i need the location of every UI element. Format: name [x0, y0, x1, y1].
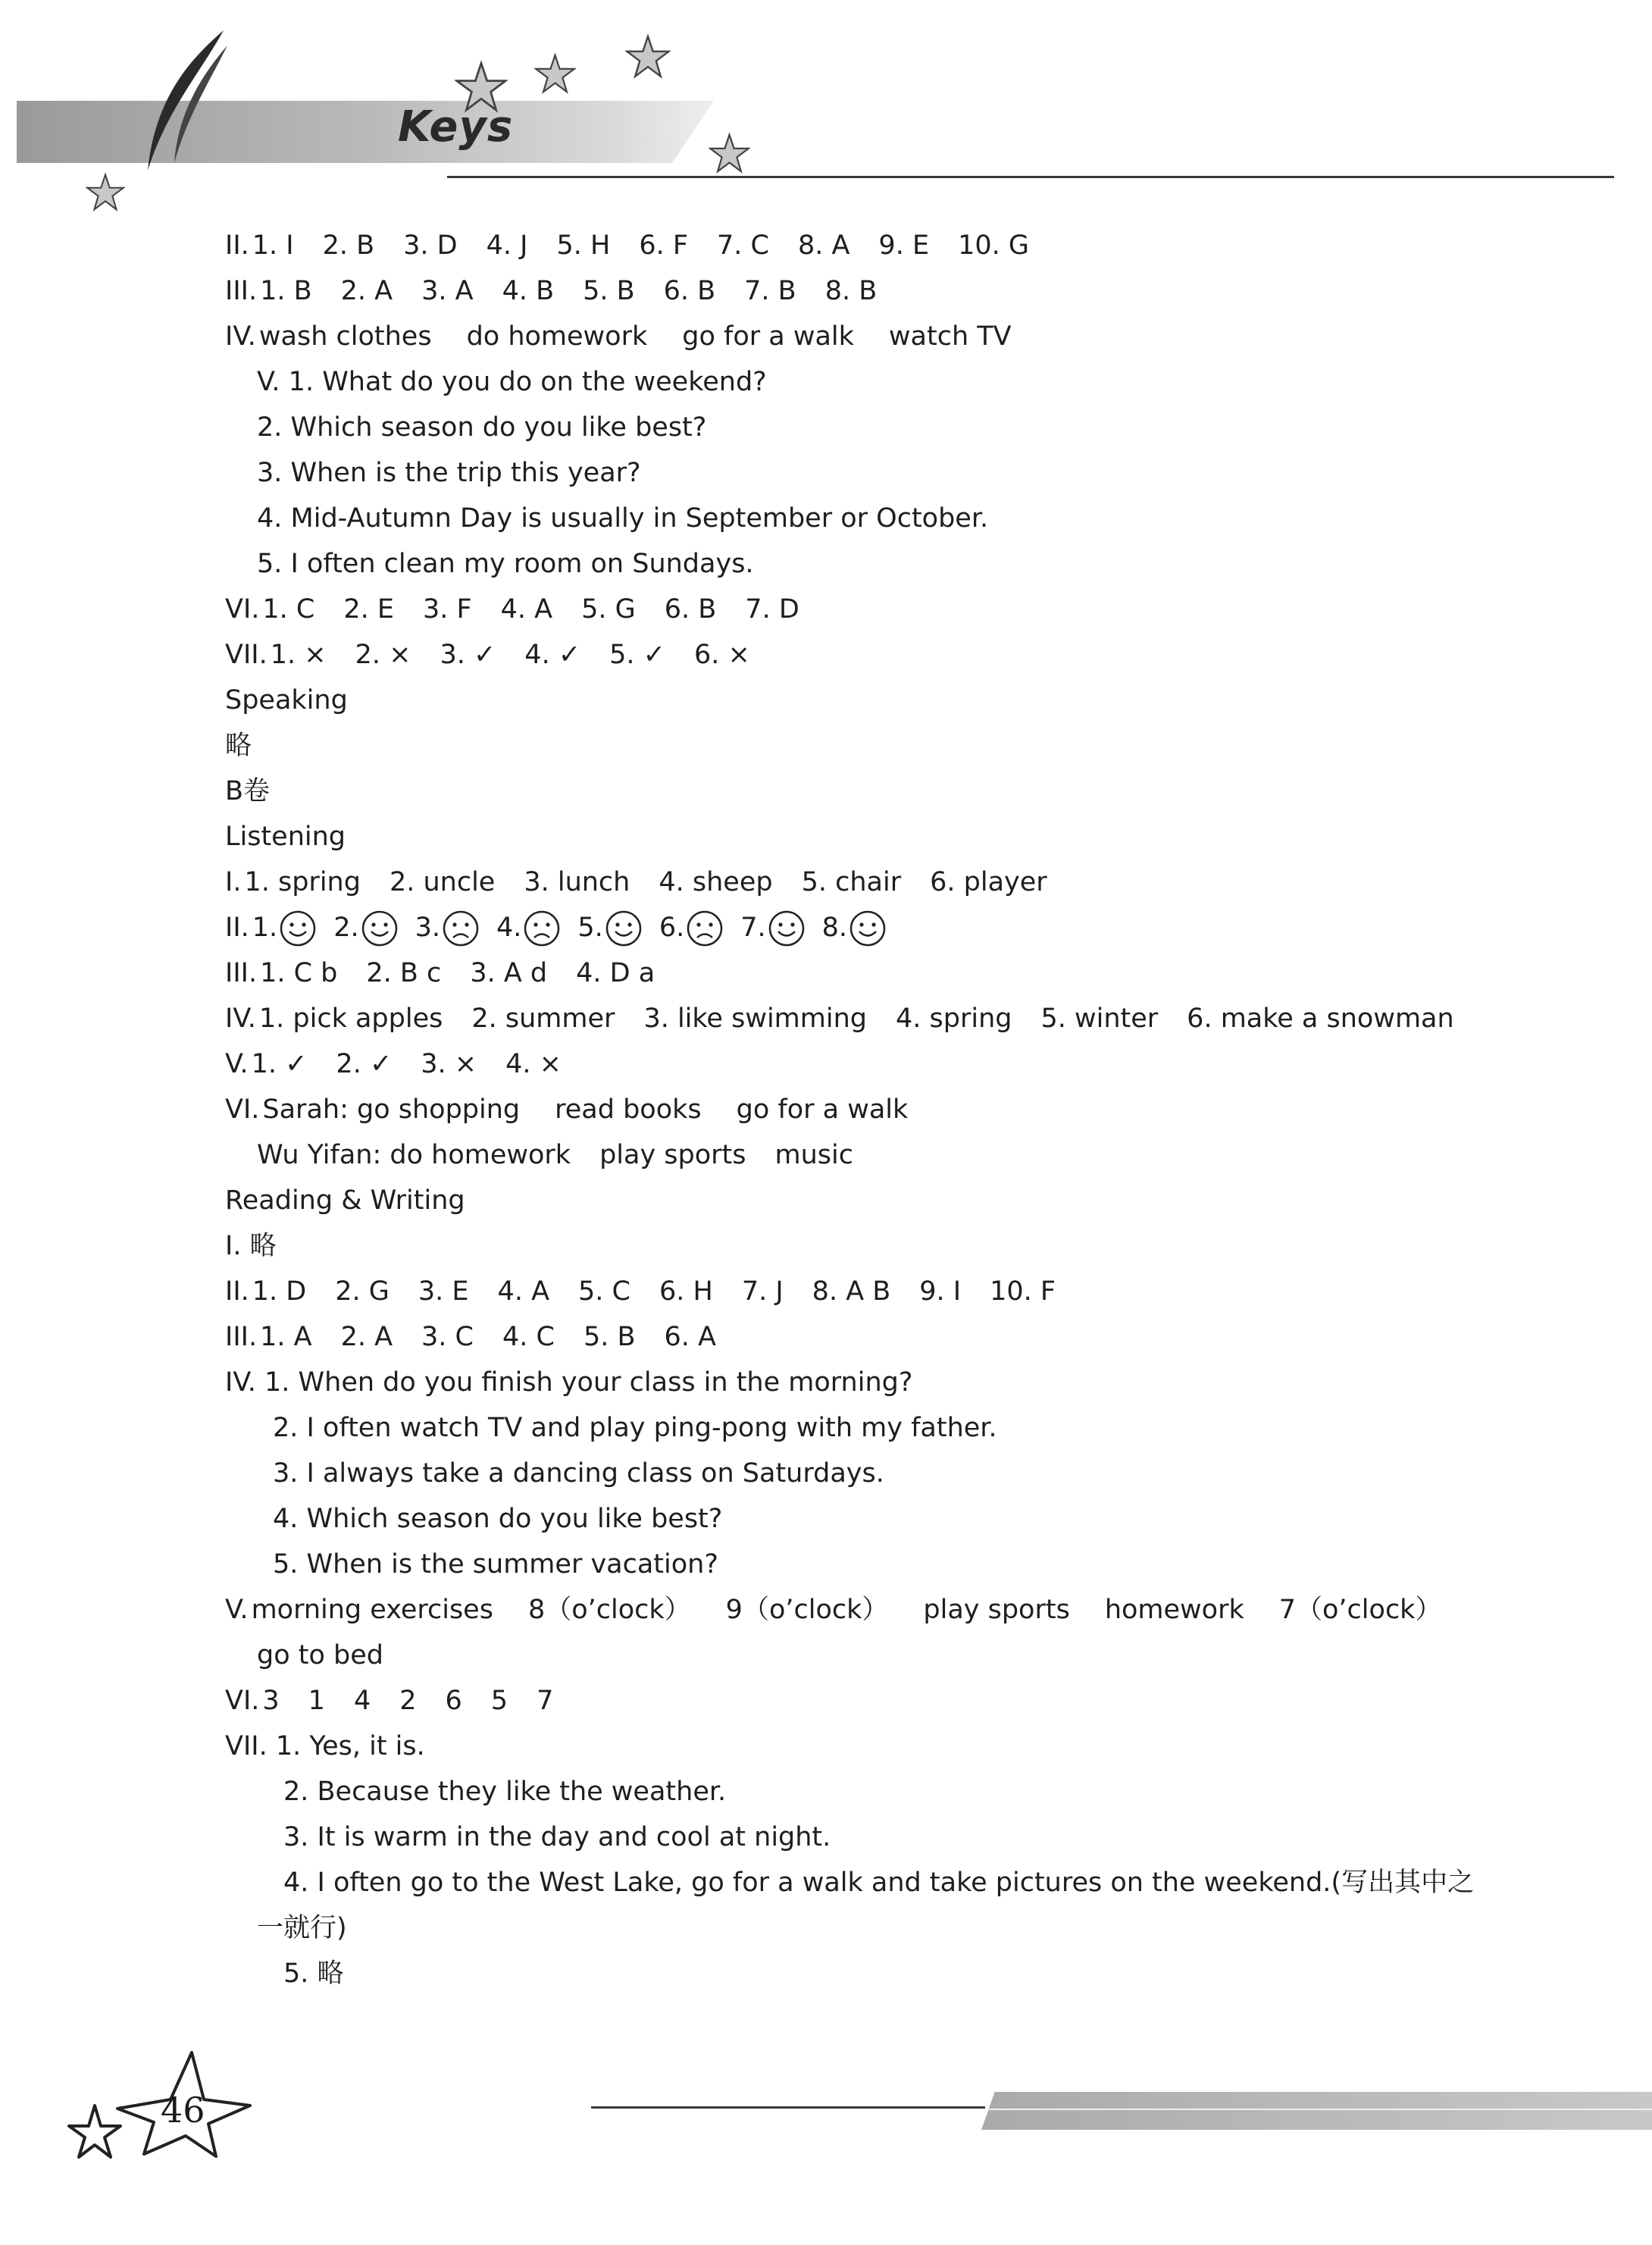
face-answer	[252, 913, 317, 943]
sad-face-icon	[523, 910, 561, 947]
answer-line	[225, 496, 1589, 541]
section-label: V.	[225, 1049, 249, 1079]
answer-line	[225, 541, 1589, 587]
answer-item: 9. I	[919, 1276, 962, 1307]
answer-item: 2. E	[343, 594, 394, 625]
answer-line	[225, 1633, 1589, 1678]
answer-item: 5. winter	[1040, 1004, 1159, 1034]
answer-item: 3. A d	[470, 958, 548, 988]
answer-item: 5. G	[581, 594, 636, 625]
answer-line	[225, 905, 1589, 950]
footer-rule	[591, 2106, 985, 2109]
answer-line	[225, 1451, 1589, 1496]
answer-text: IV. 1. When do you finish your class in the morning?	[225, 1367, 913, 1398]
answer-text: 4. Which season do you like best?	[273, 1504, 723, 1534]
answer-item: 3. ✓	[440, 640, 496, 670]
answer-item: 5	[490, 1686, 508, 1716]
answer-line	[225, 769, 1589, 814]
smiley-face-icon	[605, 910, 643, 947]
answer-item: read books	[555, 1094, 702, 1125]
answer-line	[225, 1951, 1589, 1996]
answer-item: play sports	[923, 1595, 1070, 1625]
answer-item: 2. G	[335, 1276, 390, 1307]
section-label: VI.	[225, 1094, 260, 1125]
answer-line	[225, 1587, 1589, 1633]
section-label: IV.	[225, 321, 256, 352]
answer-line	[225, 814, 1589, 859]
answer-item: 1. D	[252, 1276, 307, 1307]
answer-item: music	[774, 1140, 854, 1170]
face-answer	[577, 913, 642, 943]
answer-item: homework	[1104, 1595, 1244, 1625]
smiley-face-icon	[849, 910, 887, 947]
answer-item: 8（o’clock）	[527, 1595, 691, 1625]
answer-item: 7. B	[744, 276, 796, 306]
answer-line	[225, 678, 1589, 723]
face-answer-number: 7.	[740, 913, 766, 943]
answer-text: Reading & Writing	[225, 1185, 465, 1216]
answer-text: 2. I often watch TV and play ping-pong with my father.	[273, 1413, 997, 1443]
sad-face-icon	[442, 910, 480, 947]
answer-item: 4. A	[500, 594, 553, 625]
section-label: IV.	[225, 1004, 256, 1034]
answer-item: 2. B c	[366, 958, 442, 988]
answer-item: 1. I	[252, 230, 294, 261]
answer-item: 7. C	[716, 230, 769, 261]
answer-item: 2. A	[340, 1322, 393, 1352]
answer-text: V. 1. What do you do on the weekend?	[257, 367, 767, 397]
star-icon	[86, 173, 125, 212]
answer-line	[225, 587, 1589, 632]
answer-item: 9. E	[878, 230, 930, 261]
keys-title: Keys	[398, 102, 514, 152]
answer-item: go for a walk	[682, 321, 854, 352]
answer-item: 5. B	[583, 1322, 636, 1352]
star-icon	[625, 34, 671, 80]
answer-item: 10. G	[958, 230, 1029, 261]
answer-item: 7. J	[741, 1276, 784, 1307]
answer-item: 3	[262, 1686, 280, 1716]
answer-item: 10. F	[990, 1276, 1056, 1307]
answer-line	[225, 632, 1589, 678]
answer-item: 2. B	[322, 230, 375, 261]
answer-item: 5. ✓	[609, 640, 666, 670]
answer-line	[225, 1860, 1589, 1905]
answer-item: 1. B	[260, 276, 312, 306]
smiley-face-icon	[279, 910, 317, 947]
section-label: II.	[225, 1276, 249, 1307]
answer-text: 2. Which season do you like best?	[257, 412, 707, 443]
answer-item: 1. ×	[270, 640, 327, 670]
section-label: VI.	[225, 1686, 260, 1716]
answer-line	[225, 1814, 1589, 1860]
answer-item: 4. ✓	[524, 640, 581, 670]
answer-item: 3. A	[421, 276, 474, 306]
star-icon	[534, 53, 576, 95]
answer-item: 4. D a	[576, 958, 655, 988]
answer-item: 4. sheep	[659, 867, 773, 897]
answer-line	[225, 859, 1589, 905]
section-label: VII.	[225, 640, 268, 670]
answer-item: Wu Yifan: do homework	[257, 1140, 571, 1170]
answer-item: 5. H	[556, 230, 611, 261]
face-answer	[659, 913, 724, 943]
answer-item: 6. A	[664, 1322, 716, 1352]
answer-line	[225, 1360, 1589, 1405]
face-answer	[740, 913, 805, 943]
answer-item: Sarah: go shopping	[262, 1094, 521, 1125]
page-number: 46	[161, 2090, 205, 2131]
sad-face-icon	[686, 910, 724, 947]
section-label: V.	[225, 1595, 249, 1625]
answer-text: 5. 略	[283, 1959, 344, 1989]
answer-item: 6. B	[663, 276, 716, 306]
answer-line	[225, 1132, 1589, 1178]
answer-item: 2	[399, 1686, 417, 1716]
answer-line	[225, 1678, 1589, 1724]
answer-item: 1. spring	[244, 867, 361, 897]
answer-text: 4. I often go to the West Lake, go for a walk and take pictures on the weekend.(写出其中之	[283, 1868, 1475, 1898]
answer-line	[225, 1223, 1589, 1269]
answer-text: 3. It is warm in the day and cool at night.	[283, 1822, 831, 1852]
answer-item: 6. ×	[694, 640, 750, 670]
answer-line	[225, 1178, 1589, 1223]
face-answer	[415, 913, 480, 943]
answer-item: 3. D	[403, 230, 458, 261]
answer-item: do homework	[466, 321, 648, 352]
answer-item: 4. A	[497, 1276, 550, 1307]
answer-text: 5. When is the summer vacation?	[273, 1549, 718, 1580]
face-answer-number: 5.	[577, 913, 603, 943]
answer-item: 4. ×	[505, 1049, 562, 1079]
answer-item: go for a walk	[736, 1094, 909, 1125]
answer-item: 4. J	[486, 230, 528, 261]
answer-item: 3. like swimming	[643, 1004, 867, 1034]
answer-item: 5. C	[578, 1276, 630, 1307]
section-label: III.	[225, 276, 258, 306]
face-answer-number: 8.	[821, 913, 848, 943]
answer-item: 8. A	[797, 230, 850, 261]
answer-line	[225, 1405, 1589, 1451]
answer-line	[225, 950, 1589, 996]
answer-item: 3. ×	[421, 1049, 477, 1079]
section-label: VI.	[225, 594, 260, 625]
answer-line	[225, 1314, 1589, 1360]
answer-item: 1. C	[262, 594, 315, 625]
answer-line	[225, 1769, 1589, 1814]
answer-text: 一就行)	[257, 1913, 347, 1943]
answer-item: 4. B	[502, 276, 555, 306]
answer-item: 3. E	[418, 1276, 469, 1307]
section-label: II.	[225, 230, 249, 261]
answer-item: 4. spring	[895, 1004, 1012, 1034]
answer-item: 3. lunch	[524, 867, 630, 897]
answer-item: morning exercises	[251, 1595, 493, 1625]
answer-line	[225, 1905, 1589, 1951]
answer-text: B卷	[225, 776, 271, 806]
answer-text: 2. Because they like the weather.	[283, 1777, 727, 1807]
header-rule	[447, 176, 1614, 178]
answer-line	[225, 723, 1589, 769]
answer-text: VII. 1. Yes, it is.	[225, 1731, 425, 1761]
answer-item: 2. A	[340, 276, 393, 306]
answer-line	[225, 359, 1589, 405]
answer-item: 7. D	[745, 594, 799, 625]
section-label: III.	[225, 958, 258, 988]
answer-text: 3. When is the trip this year?	[257, 458, 641, 488]
answer-item: 8. A B	[812, 1276, 891, 1307]
footer-band	[981, 2092, 1652, 2130]
answer-item: 9（o’clock）	[725, 1595, 889, 1625]
answer-item: 3. F	[423, 594, 472, 625]
answer-item: 4	[353, 1686, 371, 1716]
answer-item: 6. player	[930, 867, 1047, 897]
face-answer-number: 6.	[659, 913, 685, 943]
answer-item: play sports	[599, 1140, 746, 1170]
answer-key-content	[225, 223, 1589, 1996]
answer-line	[225, 268, 1589, 314]
answer-item: 1. pick apples	[258, 1004, 443, 1034]
answer-line	[225, 405, 1589, 450]
face-answer-number: 4.	[496, 913, 522, 943]
smiley-face-icon	[768, 910, 806, 947]
header-band	[17, 101, 714, 163]
section-label: II.	[225, 913, 249, 943]
answer-item: 1. C b	[260, 958, 338, 988]
face-answer-number: 3.	[415, 913, 440, 943]
answer-item: 5. chair	[801, 867, 902, 897]
answer-item: 2. ✓	[336, 1049, 393, 1079]
answer-item: 6	[445, 1686, 462, 1716]
answer-item: 6. B	[664, 594, 717, 625]
answer-line	[225, 450, 1589, 496]
answer-item: 2. uncle	[389, 867, 496, 897]
answer-line	[225, 996, 1589, 1041]
swoosh-decoration	[140, 27, 231, 178]
answer-item: 1	[308, 1686, 325, 1716]
section-label: I.	[225, 867, 242, 897]
answer-item: 8. B	[824, 276, 878, 306]
answer-item: 1. A	[260, 1322, 312, 1352]
answer-item: 6. F	[639, 230, 688, 261]
answer-line	[225, 1087, 1589, 1132]
answer-item: wash clothes	[258, 321, 432, 352]
face-answer	[496, 913, 561, 943]
answer-item: 6. make a snowman	[1187, 1004, 1454, 1034]
answer-item: 5. B	[583, 276, 635, 306]
star-icon	[709, 133, 750, 174]
face-answer-number: 1.	[252, 913, 278, 943]
answer-line	[225, 1269, 1589, 1314]
face-answer	[333, 913, 398, 943]
answer-text: 略	[225, 731, 252, 761]
answer-item: 1. ✓	[251, 1049, 308, 1079]
section-label: III.	[225, 1322, 258, 1352]
face-answer-number: 2.	[333, 913, 359, 943]
answer-text: go to bed	[257, 1640, 383, 1670]
answer-text: 4. Mid-Autumn Day is usually in September or October.	[257, 503, 989, 534]
answer-item: 3. C	[421, 1322, 474, 1352]
answer-line	[225, 1542, 1589, 1587]
answer-line	[225, 314, 1589, 359]
answer-text: 3. I always take a dancing class on Saturdays.	[273, 1458, 884, 1489]
answer-line	[225, 1041, 1589, 1087]
answer-item: 2. summer	[471, 1004, 615, 1034]
smiley-face-icon	[361, 910, 399, 947]
answer-item: 7	[537, 1686, 554, 1716]
answer-text: Speaking	[225, 685, 348, 715]
answer-text: Listening	[225, 822, 346, 852]
answer-line	[225, 1496, 1589, 1542]
answer-line	[225, 223, 1589, 268]
star-icon	[455, 61, 508, 114]
answer-line	[225, 1724, 1589, 1769]
answer-item: 4. C	[502, 1322, 555, 1352]
answer-item: watch TV	[888, 321, 1012, 352]
answer-text: 5. I often clean my room on Sundays.	[257, 549, 754, 579]
answer-item: 6. H	[659, 1276, 713, 1307]
answer-item: 7（o’clock）	[1278, 1595, 1442, 1625]
face-answer	[822, 913, 887, 943]
answer-item: 2. ×	[355, 640, 411, 670]
answer-text: I. 略	[225, 1231, 277, 1261]
